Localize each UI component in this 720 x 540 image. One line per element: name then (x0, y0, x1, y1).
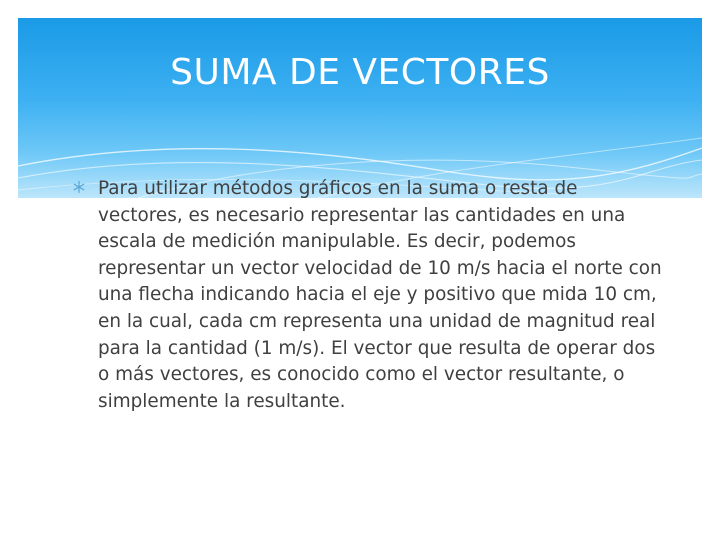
list-item (72, 176, 662, 415)
slide-title: SUMA DE VECTORES (170, 52, 550, 93)
title-banner (18, 18, 702, 198)
decorative-wave-lines (18, 18, 702, 198)
bullet-list (72, 176, 662, 415)
bullet-text: Para utilizar métodos gráficos en la suma o resta de vectores, es necesario representar las cantidades en una escala de medición manipulable. Es decir, podemos representar un vector velocidad de 10 m/s hacia el norte con una flecha indicando hacia el eje y positivo que mida 10 cm, en la cual, cada cm representa una unidad de magnitud real para la cantidad (1 m/s). El vector que resulta de operar dos o más vectores, es conocido como el vector resultante, o simplemente la resultante. (98, 178, 662, 412)
asterisk-icon (72, 180, 86, 194)
